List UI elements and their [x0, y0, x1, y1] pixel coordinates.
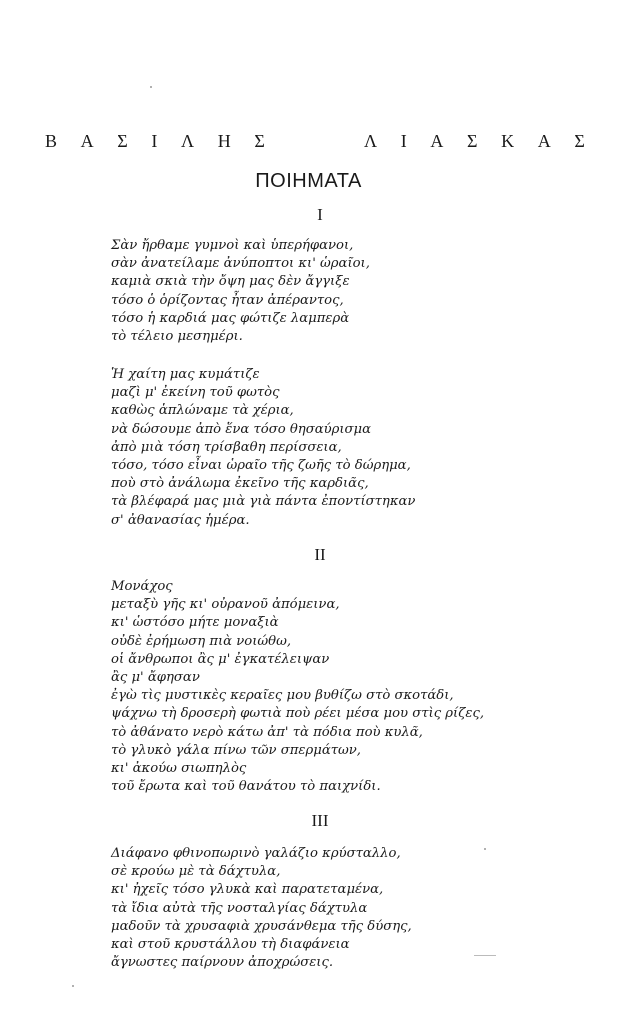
poem-stanza — [111, 845, 412, 972]
author-letter: Κ — [501, 131, 515, 151]
poem-numeral: III — [311, 811, 329, 830]
author-letter: Σ — [574, 131, 585, 151]
verse-line: τὸ γλυκὸ γάλα πίνω τῶν σπερμάτων, — [111, 742, 361, 758]
verse-line: νὰ δώσουμε ἀπὸ ἕνα τόσο θησαύρισμα — [111, 421, 372, 437]
author-letter: Ι — [151, 131, 158, 151]
verse-line: Διάφανο φθινοπωρινὸ γαλάζιο κρύσταλλο, — [111, 846, 401, 861]
verse-line: σ' ἀθανασίας ἡμέρα. — [111, 512, 250, 528]
verse-line: ποὺ στὸ ἀνάλωμα ἐκεῖνο τῆς καρδιᾶς, — [111, 476, 369, 492]
author-name — [45, 131, 585, 152]
author-letter: Α — [80, 131, 94, 151]
poem-stanza — [111, 578, 484, 796]
verse-line: ἂς μ' ἄφησαν — [111, 670, 200, 686]
verse-line: μαζὶ μ' ἐκείνη τοῦ φωτὸς — [111, 385, 280, 401]
author-letter: Σ — [254, 131, 265, 151]
author-letter: Σ — [117, 131, 128, 151]
verse-line: τὰ ἴδια αὐτὰ τῆς νοσταλγίας δάχτυλα — [111, 900, 368, 916]
verse-line: ἄγνωστες παίρνουν ἀποχρώσεις. — [111, 955, 334, 971]
verse-line: κι' ὡστόσο μήτε μοναξιὰ — [111, 615, 279, 631]
poem-stanza — [111, 237, 370, 346]
verse-line: τόσο, τόσο εἶναι ὡραῖο τῆς ζωῆς τὸ δώρημα, — [111, 458, 411, 474]
verse-line: καμιὰ σκιὰ τὴν ὄψη μας δὲν ἄγγιξε — [111, 274, 350, 290]
verse-line: τόσο ἡ καρδιά μας φώτιζε λαμπερὰ — [111, 310, 350, 326]
verse-line: τοῦ ἔρωτα καὶ τοῦ θανάτου τὸ παιχνίδι. — [111, 779, 381, 795]
word-gap — [288, 131, 340, 152]
verse-line: καθὼς ἁπλώναμε τὰ χέρια, — [111, 403, 294, 419]
author-letter: Α — [430, 131, 444, 151]
scan-speck — [484, 848, 486, 850]
verse-line: μαδοῦν τὰ χρυσαφιὰ χρυσάνθεμα τῆς δύσης, — [111, 918, 412, 934]
verse-line: οὐδὲ ἐρήμωση πιὰ νοιώθω, — [111, 633, 292, 649]
author-letter: Η — [217, 131, 231, 151]
author-letter: Β — [45, 131, 58, 151]
scan-speck — [72, 985, 74, 987]
verse-line: τὸ τέλειο μεσημέρι. — [111, 329, 243, 345]
verse-line: Σὰν ἤρθαμε γυμνοὶ καὶ ὑπερήφανοι, — [111, 238, 354, 253]
author-letter: Α — [537, 131, 551, 151]
verse-line: τὸ ἀθάνατο νερὸ κάτω ἀπ' τὰ πόδια ποὺ κυλᾶ, — [111, 724, 423, 740]
verse-line: σὲ κρούω μὲ τὰ δάχτυλα, — [111, 864, 281, 880]
scan-speck — [474, 955, 496, 956]
verse-line: κι' ἀκούω σιωπηλὸς — [111, 761, 247, 777]
verse-line: τὰ βλέφαρά μας μιὰ γιὰ πάντα ἐποντίστηκαν — [111, 494, 416, 510]
poem-stanza — [111, 366, 415, 530]
verse-line: ἐγὼ τὶς μυστικὲς κεραῖες μου βυθίζω στὸ σκοτάδι, — [111, 688, 454, 704]
verse-line: μεταξὺ γῆς κι' οὐρανοῦ ἀπόμεινα, — [111, 597, 340, 613]
verse-line: ψάχνω τὴ δροσερὴ φωτιὰ ποὺ ρέει μέσα μου στὶς ρίζες, — [111, 706, 485, 722]
verse-line: καὶ στοῦ κρυστάλλου τὴ διαφάνεια — [111, 937, 350, 953]
poem-numeral: I — [317, 205, 323, 224]
verse-line: κι' ἠχεῖς τόσο γλυκὰ καὶ παρατεταμένα, — [111, 882, 384, 898]
scan-speck — [150, 86, 152, 88]
verse-line: ἀπὸ μιὰ τόση τρίσβαθη περίσσεια, — [111, 439, 342, 455]
verse-line: τόσο ὁ ὁρίζοντας ἦταν ἀπέραντος, — [111, 292, 344, 308]
author-letter: Ι — [400, 131, 407, 151]
verse-line: Μονάχος — [111, 579, 173, 594]
page-title: ΠΟΙΗΜΑΤΑ — [255, 170, 362, 192]
author-letter: Σ — [466, 131, 478, 151]
poem-numeral: II — [314, 545, 326, 564]
author-letter: Λ — [364, 131, 378, 151]
verse-line: σὰν ἀνατείλαμε ἀνύποπτοι κι' ὡραῖοι, — [111, 256, 370, 272]
author-letter: Λ — [181, 131, 195, 151]
verse-line: οἱ ἄνθρωποι ἂς μ' ἐγκατέλειψαν — [111, 651, 330, 667]
verse-line: Ἡ χαίτη μας κυμάτιζε — [111, 367, 260, 382]
